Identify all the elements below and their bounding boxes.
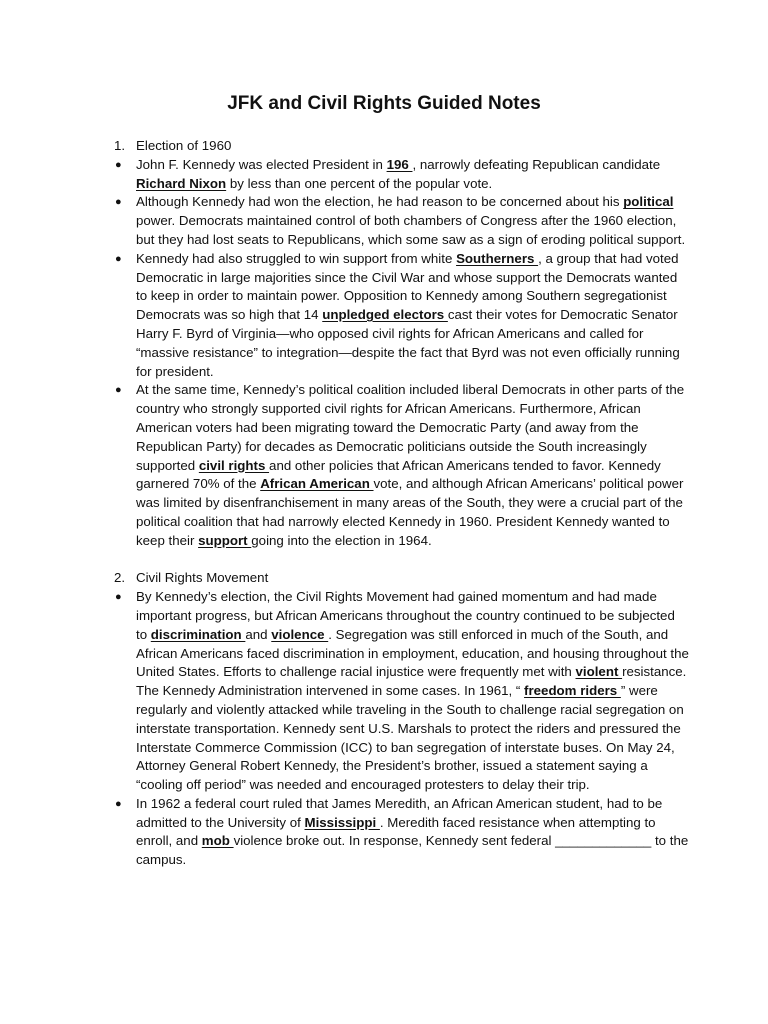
bullet-icon: ● (115, 158, 122, 171)
note-text: . Segregation was still enforced in much of the South, and African Americans faced discrimination in employment, education, and housing throughout the United States. Efforts to challenge racial injustice were frequently met with (136, 626, 689, 680)
answer-blank: discrimination (150, 626, 246, 642)
bullet-item (114, 193, 689, 249)
note-text: ” were regularly and violently attacked while traveling in the South to challenge racial segregation on interstate transportation. Kennedy sent U.S. Marshals to protect the riders and pressured the Interstate Commerce Commission (ICC) to ban segregation of interstate buses. On May 24, Attorney General Robert Kennedy, the President’s brother, issued a statement saying a “cooling off period” was needed and encouraged protesters to delay their trip. (136, 683, 684, 793)
note-text: vote, and although African Americans’ political power was limited by disenfranchisement in many areas of the South, they were a crucial part of the political coalition that had narrowly elected Kennedy in 1960. President Kennedy wanted to keep their (136, 476, 684, 548)
section-number: 1. (114, 138, 126, 153)
note-text: At the same time, Kennedy’s political coalition included liberal Democrats in other parts of the country who strongly supported civil rights for African Americans. Furthermore, African American voters had been migrating toward the Democratic Party (and away from the Republican Party) for decades as Democratic politicians outside the South increasingly supported (136, 382, 685, 473)
note-text: , narrowly defeating Republican candidate (412, 156, 661, 172)
answer-blank: Southerners (456, 250, 539, 266)
bullet-item (114, 250, 689, 382)
section-heading (114, 137, 689, 156)
note-text: In 1962 a federal court ruled that James Meredith, an African American student, had to be admitted to the University of (136, 795, 663, 830)
note-text: resistance. The Kennedy Administration intervened in some cases. In 1961, “ (136, 664, 687, 699)
answer-blank: support (198, 532, 252, 548)
answer-blank: freedom riders (524, 683, 621, 699)
note-text: , a group that had voted Democratic in large majorities since the Civil War and whose support the Democrats wanted to keep in order to maintain power. Opposition to Kennedy among Southern segregationist Democrats was so high that 14 (136, 250, 679, 323)
bullet-item (114, 156, 689, 194)
answer-blank: civil rights (198, 457, 270, 473)
bullet-icon: ● (115, 591, 122, 604)
notes-body (114, 137, 689, 870)
note-text: Kennedy had also struggled to win support from white (136, 250, 457, 266)
section-spacer (114, 551, 689, 570)
answer-blank: political (623, 194, 674, 210)
empty-answer-blank: _____________ (555, 833, 652, 849)
note-text: cast their votes for Democratic Senator Harry F. Byrd of Virginia—who opposed civil rights for African Americans and called for “massive resistance” to integration—despite the fact that Byrd was not even officially running for president. (136, 307, 680, 379)
answer-blank: African American (260, 476, 374, 492)
bullet-icon: ● (115, 252, 122, 265)
bullet-icon: ● (115, 384, 122, 397)
note-text: Although Kennedy had won the election, he had reason to be concerned about his (136, 194, 624, 210)
section-heading (114, 569, 689, 588)
note-text: to the campus. (136, 833, 689, 868)
answer-blank: unpledged electors (322, 307, 448, 323)
page-title: JFK and Civil Rights Guided Notes (227, 93, 541, 114)
answer-blank: violence (271, 626, 329, 642)
section-heading-text: Civil Rights Movement (136, 570, 269, 586)
note-text: going into the election in 1964. (251, 532, 432, 548)
note-text: By Kennedy’s election, the Civil Rights Movement had gained momentum and had made important progress, but African Americans throughout the country continued to be subjected to (136, 589, 675, 642)
bullet-icon: ● (115, 797, 122, 810)
note-text: and other policies that African Americans tended to favor. Kennedy garnered 70% of the (136, 457, 661, 492)
bullet-icon: ● (115, 196, 122, 209)
note-text: power. Democrats maintained control of both chambers of Congress after the 1960 election, but they had lost seats to Republicans, which some saw as a sign of eroding political support. (136, 213, 686, 247)
section-heading-text: Election of 1960 (136, 138, 232, 153)
note-text: and (245, 626, 272, 642)
answer-blank: violent (575, 664, 623, 680)
note-text: John F. Kennedy was elected President in (136, 156, 387, 172)
bullet-item (114, 795, 689, 870)
bullet-item (114, 588, 689, 795)
section-number: 2. (114, 570, 126, 586)
answer-blank: 196 (386, 156, 413, 172)
answer-blank: mob (201, 833, 234, 849)
answer-blank: Richard Nixon (136, 175, 227, 191)
note-text: violence broke out. In response, Kennedy sent federal (233, 833, 556, 849)
note-text: by less than one percent of the popular vote. (226, 175, 493, 191)
answer-blank: Mississippi (304, 814, 380, 830)
note-text: . Meredith faced resistance when attempting to enroll, and (136, 814, 656, 849)
bullet-item (114, 381, 689, 550)
